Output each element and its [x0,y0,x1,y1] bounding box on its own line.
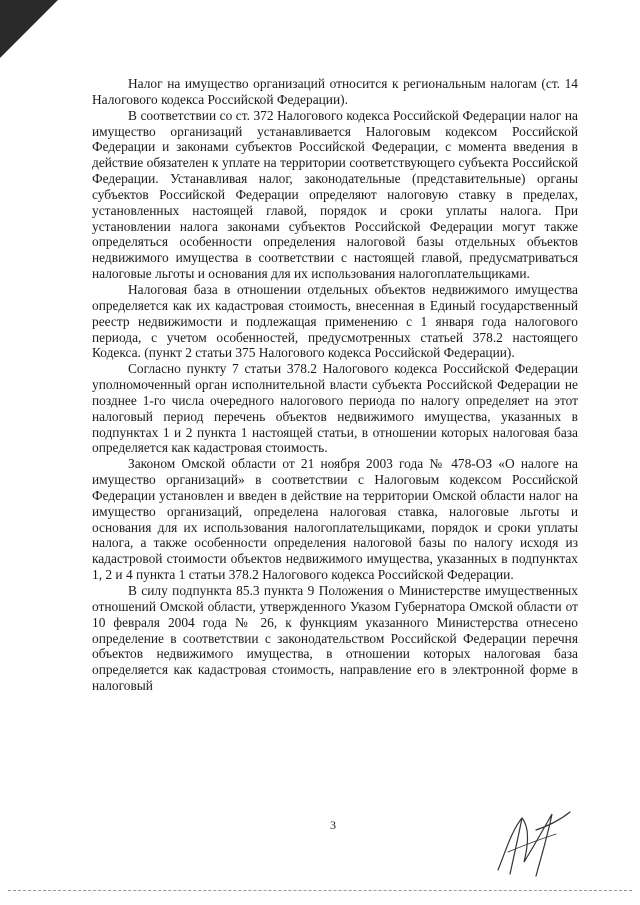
paragraph-5: Законом Омской области от 21 ноября 2003 года № 478-ОЗ «О налоге на имущество организаций» в соответствии с Налоговым кодексом Российской Федерации установлен и введен в действие на территории Омской области налог на имущество организаций, определена налоговая ставка, налоговые льготы и основания для их использования налогоплательщиками, порядок и сроки уплаты налога, а также особенности определения налоговой базы по налогу исходя из кадастровой стоимости объектов недвижимого имущества, указанных в подпунктах 1, 2 и 4 пункта 1 статьи 378.2 Налогового кодекса Российской Федерации. [92,456,578,583]
paragraph-1: Налог на имущество организаций относится к региональным налогам (ст. 14 Налогового кодекса Российской Федерации). [92,76,578,107]
page-number: 3 [330,818,336,832]
document-body [92,76,578,694]
paragraph-6: В силу подпункта 85.3 пункта 9 Положения о Министерстве имущественных отношений Омской области, утвержденного Указом Губернатора Омской области от 10 февраля 2004 года № 26, к функциям указанного Министерства отнесено определение в соответствии с законодательством Российской Федерации перечня объектов недвижимого имущества, в отношении которых налоговая база определяется как кадастровая стоимость, направление его в электронной форме в налоговый [92,583,578,694]
corner-mark-icon [0,0,58,58]
handwritten-signature-icon [478,790,578,890]
bottom-scan-line [8,890,632,891]
paragraph-4: Согласно пункту 7 статьи 378.2 Налогового кодекса Российской Федерации уполномоченный орган исполнительной власти субъекта Российской Федерации не позднее 1-го числа очередного налогового периода по налогу определяет на этот налоговый период перечень объектов недвижимого имущества, указанных в подпунктах 1 и 2 пункта 1 настоящей статьи, в отношении которых налоговая база определяется как кадастровая стоимость. [92,361,578,456]
paragraph-3: Налоговая база в отношении отдельных объектов недвижимого имущества определяется как их кадастровая стоимость, внесенная в Единый государственный реестр недвижимости и подлежащая применению с 1 января года налогового периода, с учетом особенностей, предусмотренных статьей 378.2 настоящего Кодекса. (пункт 2 статьи 375 Налогового кодекса Российской Федерации). [92,281,578,361]
paragraph-2: В соответствии со ст. 372 Налогового кодекса Российской Федерации налог на имущество организаций устанавливается Налоговым кодексом Российской Федерации и законами субъектов Российской Федерации, с момента введения в действие обязателен к уплате на территории соответствующего субъекта Российской Федерации. Устанавливая налог, законодательные (представительные) органы субъектов Российской Федерации определяют налоговую ставку в пределах, установленных настоящей главой, порядок и сроки уплаты налога. При установлении налога законами субъектов Российской Федерации могут также определяться особенности определения налоговой базы отдельных объектов недвижимого имущества в соответствии с настоящей главой, предусматриваться налоговые льготы и основания для их использования налогоплательщиками. [92,107,578,282]
